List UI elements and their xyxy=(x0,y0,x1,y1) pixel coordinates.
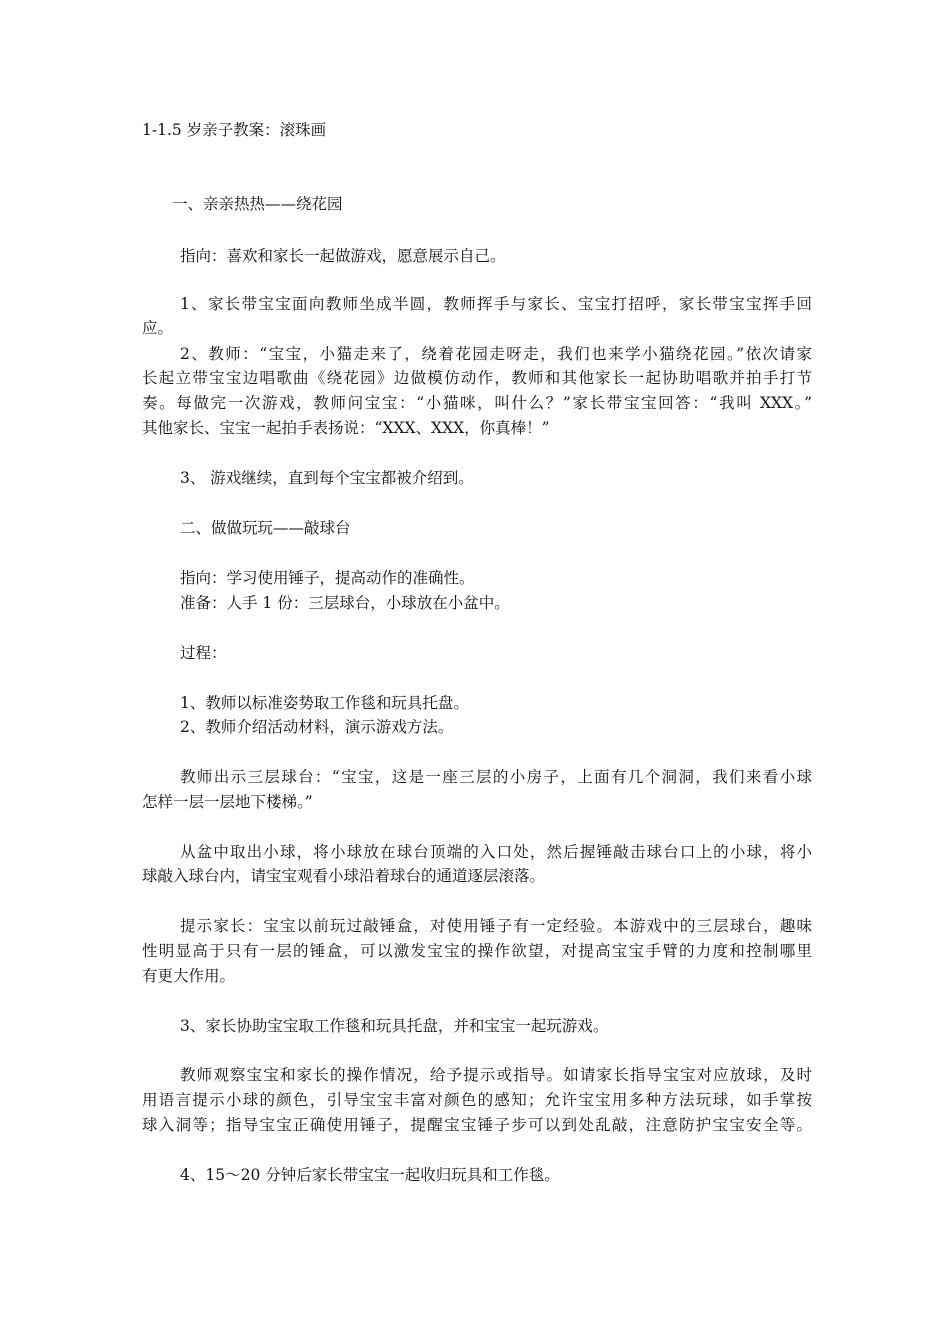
observe-line2: 用语言提示小球的颜色，引导宝宝丰富对颜色的感知；允许宝宝用多种方法玩球，如手掌按 xyxy=(142,1091,812,1109)
section1-step2-line3: 奏。每做完一次游戏，教师问宝宝：“小猫咪，叫什么？”家长带宝宝回答：“我叫 XXX。” xyxy=(142,394,812,412)
section2-process-label: 过程： xyxy=(180,644,227,662)
section1-step3: 3、 游戏继续，直到每个宝宝都被介绍到。 xyxy=(180,469,474,487)
tip-line3: 有更大作用。 xyxy=(142,967,236,985)
demo-line1: 教师出示三层球台：“宝宝，这是一座三层的小房子，上面有几个洞洞，我们来看小球 xyxy=(180,768,812,786)
action-line2: 球敲入球台内，请宝宝观看小球沿着球台的通道逐层滚落。 xyxy=(142,867,546,885)
observe-line3: 球入洞等；指导宝宝正确使用锤子，提醒宝宝锤子步可以到处乱敲，注意防护宝宝安全等。 xyxy=(142,1116,812,1134)
section2-prep: 准备：人手 1 份：三层球台，小球放在小盆中。 xyxy=(180,594,510,612)
action-line1: 从盆中取出小球，将小球放在球台顶端的入口处，然后握锤敲击球台口上的小球，将小 xyxy=(180,843,812,861)
section2-process-step1: 1、教师以标准姿势取工作毯和玩具托盘。 xyxy=(180,694,469,712)
section2-process-step2: 2、教师介绍活动材料，演示游戏方法。 xyxy=(180,718,454,736)
section2-process-step4: 4、15～20 分钟后家长带宝宝一起收归玩具和工作毯。 xyxy=(180,1166,560,1184)
tip-line2: 性明显高于只有一层的锤盒，可以激发宝宝的操作欲望，对提高宝宝手臂的力度和控制哪里 xyxy=(142,942,812,960)
demo-line2: 怎样一层一层地下楼梯。” xyxy=(142,793,313,811)
section1-step1-line1: 1、家长带宝宝面向教师坐成半圆，教师挥手与家长、宝宝打招呼，家长带宝宝挥手回 xyxy=(180,295,812,313)
observe-line1: 教师观察宝宝和家长的操作情况，给予提示或指导。如请家长指导宝宝对应放球，及时 xyxy=(180,1066,812,1084)
section1-step2-line1: 2、教师：“宝宝，小猫走来了，绕着花园走呀走，我们也来学小猫绕花园。”依次请家 xyxy=(180,345,812,363)
section1-step2-line4: 其他家长、宝宝一起拍手表扬说：“XXX、XXX，你真棒！” xyxy=(142,419,550,437)
section2-heading: 二、做做玩玩——敲球台 xyxy=(180,519,351,537)
section1-step2-line2: 长起立带宝宝边唱歌曲《绕花园》边做模仿动作，教师和其他家长一起协助唱歌并拍手打节 xyxy=(142,369,812,387)
section1-heading: 一、亲亲热热——绕花园 xyxy=(172,195,343,213)
section2-process-step3: 3、家长协助宝宝取工作毯和玩具托盘，并和宝宝一起玩游戏。 xyxy=(180,1017,609,1035)
tip-line1: 提示家长：宝宝以前玩过敲锤盒，对使用锤子有一定经验。本游戏中的三层球台，趣味 xyxy=(180,917,812,935)
section1-aim: 指向：喜欢和家长一起做游戏，愿意展示自己。 xyxy=(180,247,506,265)
section1-step1-line2: 应。 xyxy=(142,319,174,337)
document-title: 1-1.5 岁亲子教案：滚珠画 xyxy=(142,121,327,139)
section2-aim: 指向：学习使用锤子，提高动作的准确性。 xyxy=(180,569,475,587)
